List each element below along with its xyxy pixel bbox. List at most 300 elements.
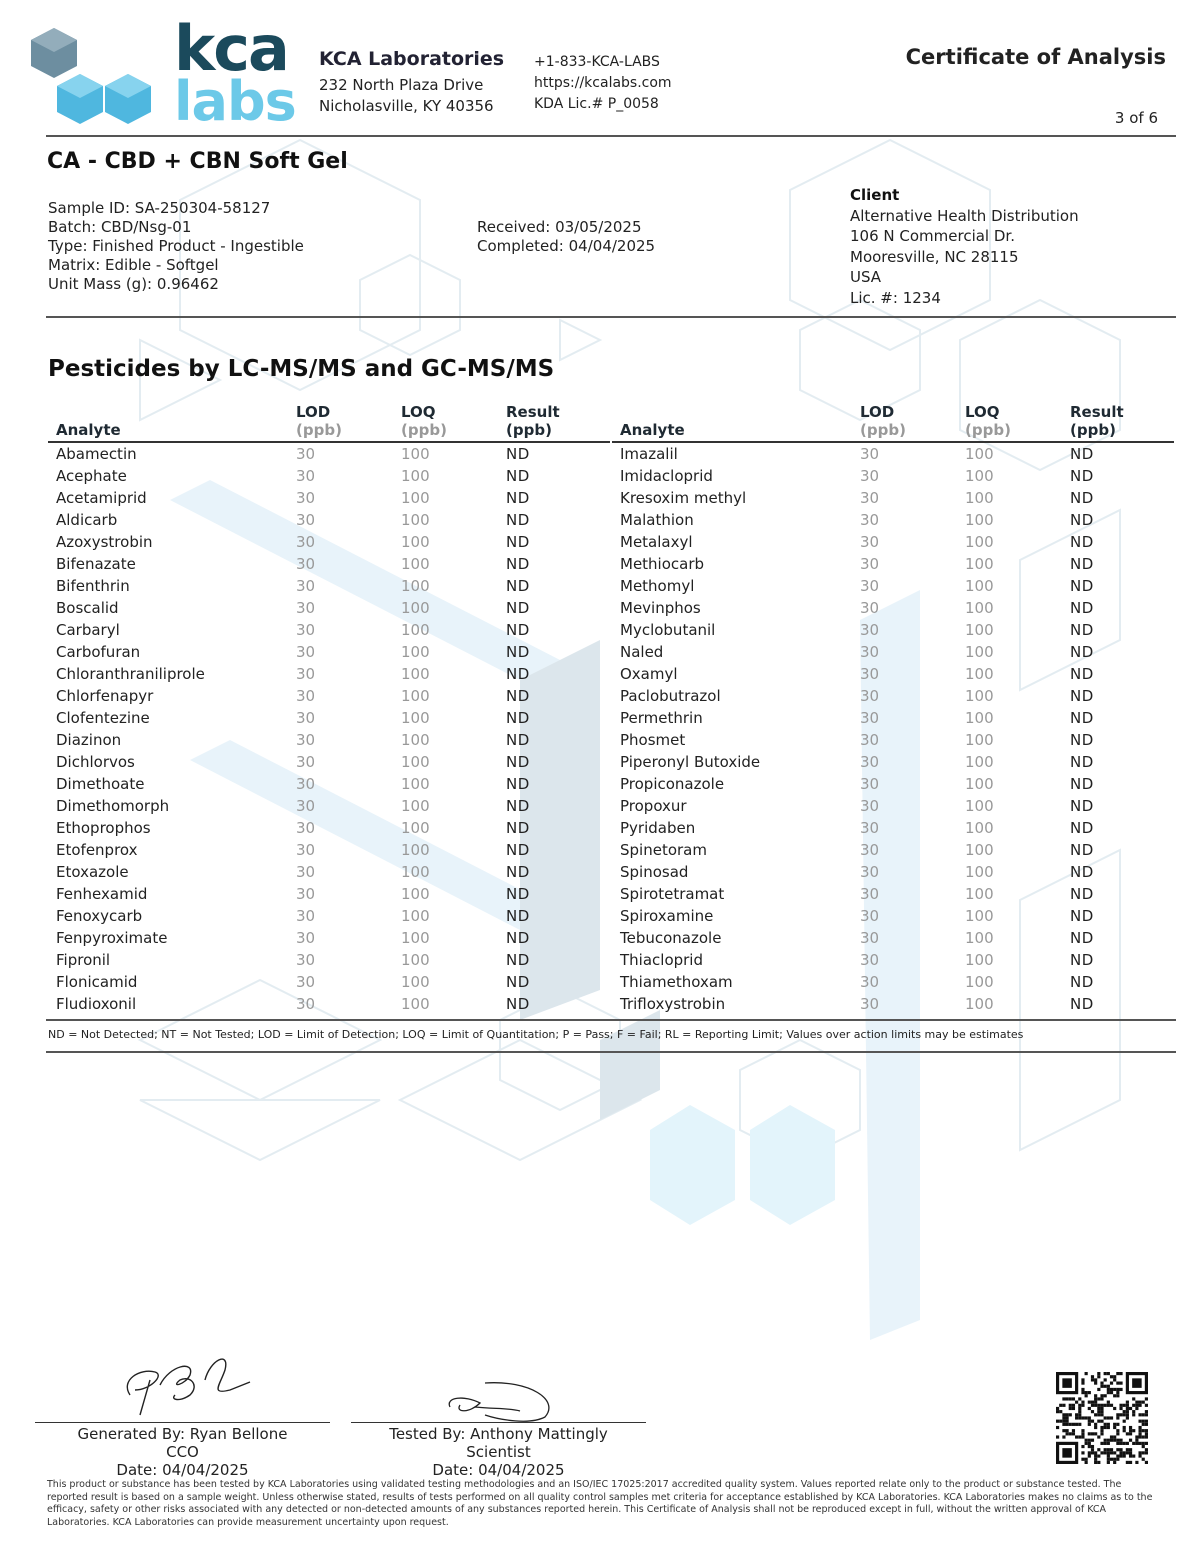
result-cell: ND	[506, 555, 530, 573]
analyte-cell: Imidacloprid	[620, 467, 713, 485]
table-row	[48, 553, 610, 575]
loq-cell: 100	[401, 863, 430, 881]
table-row	[48, 905, 610, 927]
lod-cell: 30	[860, 709, 880, 727]
lod-cell: 30	[296, 819, 316, 837]
lod-cell: 30	[860, 489, 880, 507]
client-info	[850, 185, 1079, 308]
sample-id: Sample ID: SA-250304-58127	[48, 199, 271, 217]
loq-cell: 100	[401, 797, 430, 815]
analyte-cell: Propiconazole	[620, 775, 725, 793]
analyte-cell: Ethoprophos	[56, 819, 151, 837]
loq-cell: 100	[401, 819, 430, 837]
lod-cell: 30	[860, 555, 880, 573]
analyte-cell: Fenoxycarb	[56, 907, 143, 925]
table-row	[48, 993, 610, 1015]
loq-cell: 100	[965, 665, 994, 683]
table-row	[48, 861, 610, 883]
table-row	[48, 442, 610, 465]
client-name: Alternative Health Distribution	[850, 206, 1079, 225]
analyte-cell: Azoxystrobin	[56, 533, 153, 551]
analyte-cell: Chloranthraniliprole	[56, 665, 205, 683]
loq-cell: 100	[401, 555, 430, 573]
analyte-cell: Spiroxamine	[620, 907, 714, 925]
table-row	[612, 817, 1174, 839]
table-row	[612, 531, 1174, 553]
table-row	[48, 707, 610, 729]
lod-cell: 30	[296, 467, 316, 485]
lod-cell: 30	[296, 665, 316, 683]
analyte-cell: Piperonyl Butoxide	[620, 753, 761, 771]
analyte-cell: Naled	[620, 643, 664, 661]
client-city: Mooresville, NC 28115	[850, 247, 1019, 266]
section-title: Pesticides by LC-MS/MS and GC-MS/MS	[48, 356, 555, 382]
header-analyte: Analyte	[48, 403, 288, 442]
generated-title: CCO	[166, 1443, 199, 1461]
result-cell: ND	[506, 643, 530, 661]
analyte-cell: Abamectin	[56, 445, 137, 463]
loq-cell: 100	[965, 467, 994, 485]
lod-cell: 30	[296, 929, 316, 947]
document-title: Certificate of Analysis	[905, 45, 1166, 69]
result-cell: ND	[506, 907, 530, 925]
result-cell: ND	[506, 709, 530, 727]
loq-cell: 100	[965, 599, 994, 617]
header-divider	[46, 135, 1176, 137]
loq-cell: 100	[401, 951, 430, 969]
loq-cell: 100	[401, 511, 430, 529]
analyte-cell: Spinosad	[620, 863, 689, 881]
loq-cell: 100	[965, 511, 994, 529]
analyte-cell: Methomyl	[620, 577, 695, 595]
analyte-cell: Carbaryl	[56, 621, 120, 639]
table-row	[48, 773, 610, 795]
lod-cell: 30	[860, 929, 880, 947]
product-type: Type: Finished Product - Ingestible	[48, 237, 304, 255]
result-cell: ND	[1070, 907, 1094, 925]
result-cell: ND	[1070, 863, 1094, 881]
lod-cell: 30	[296, 907, 316, 925]
client-street: 106 N Commercial Dr.	[850, 227, 1015, 245]
lod-cell: 30	[296, 533, 316, 551]
table-bottom-divider	[46, 1019, 1176, 1021]
tested-by-block	[351, 1425, 646, 1479]
loq-cell: 100	[965, 643, 994, 661]
analyte-cell: Fludioxonil	[56, 995, 137, 1013]
lod-cell: 30	[296, 709, 316, 727]
result-cell: ND	[1070, 819, 1094, 837]
table-row	[612, 663, 1174, 685]
lod-cell: 30	[860, 467, 880, 485]
loq-cell: 100	[965, 907, 994, 925]
lod-cell: 30	[860, 621, 880, 639]
result-cell: ND	[1070, 533, 1094, 551]
result-cell: ND	[1070, 665, 1094, 683]
table-row	[612, 971, 1174, 993]
header-loq-label: LOQ	[965, 403, 1000, 421]
header-lod-label: LOD	[296, 403, 331, 421]
lod-cell: 30	[296, 863, 316, 881]
loq-cell: 100	[401, 731, 430, 749]
analyte-cell: Thiamethoxam	[620, 973, 733, 991]
table-row	[48, 817, 610, 839]
header-lod-label: LOD	[860, 403, 895, 421]
result-cell: ND	[1070, 929, 1094, 947]
lod-cell: 30	[296, 511, 316, 529]
lod-cell: 30	[296, 489, 316, 507]
lod-cell: 30	[860, 577, 880, 595]
header-result	[498, 403, 610, 442]
result-cell: ND	[1070, 445, 1094, 463]
lod-cell: 30	[296, 775, 316, 793]
analyte-cell: Thiacloprid	[620, 951, 703, 969]
analyte-cell: Phosmet	[620, 731, 686, 749]
analyte-cell: Etofenprox	[56, 841, 138, 859]
result-cell: ND	[506, 687, 530, 705]
header-lod	[852, 403, 957, 442]
header-loq-unit: (ppb)	[965, 421, 1011, 439]
lod-cell: 30	[860, 445, 880, 463]
analyte-cell: Metalaxyl	[620, 533, 693, 551]
lod-cell: 30	[860, 819, 880, 837]
loq-cell: 100	[965, 709, 994, 727]
loq-cell: 100	[965, 863, 994, 881]
result-cell: ND	[506, 995, 530, 1013]
loq-cell: 100	[401, 907, 430, 925]
result-cell: ND	[506, 973, 530, 991]
result-cell: ND	[1070, 797, 1094, 815]
table-row	[612, 487, 1174, 509]
result-cell: ND	[1070, 973, 1094, 991]
table-row	[612, 553, 1174, 575]
result-cell: ND	[1070, 687, 1094, 705]
analyte-cell: Boscalid	[56, 599, 119, 617]
loq-cell: 100	[401, 973, 430, 991]
analyte-cell: Oxamyl	[620, 665, 678, 683]
qr-code-icon[interactable]	[1056, 1372, 1148, 1464]
table-row	[612, 861, 1174, 883]
result-cell: ND	[1070, 467, 1094, 485]
result-cell: ND	[1070, 643, 1094, 661]
loq-cell: 100	[965, 555, 994, 573]
loq-cell: 100	[965, 973, 994, 991]
lod-cell: 30	[296, 951, 316, 969]
lod-cell: 30	[860, 687, 880, 705]
info-divider	[46, 316, 1176, 318]
table-row	[612, 905, 1174, 927]
header-lod	[288, 403, 393, 442]
client-country: USA	[850, 268, 882, 286]
completed-date: Completed: 04/04/2025	[477, 237, 656, 255]
table-row	[612, 883, 1174, 905]
loq-cell: 100	[965, 995, 994, 1013]
lod-cell: 30	[860, 599, 880, 617]
loq-cell: 100	[965, 533, 994, 551]
lod-cell: 30	[860, 995, 880, 1013]
analyte-cell: Kresoxim methyl	[620, 489, 747, 507]
analyte-cell: Bifenazate	[56, 555, 136, 573]
table-row	[612, 795, 1174, 817]
lod-cell: 30	[296, 621, 316, 639]
result-cell: ND	[1070, 621, 1094, 639]
analyte-cell: Aldicarb	[56, 511, 118, 529]
result-cell: ND	[1070, 885, 1094, 903]
generated-by: Generated By: Ryan Bellone	[77, 1425, 288, 1443]
lod-cell: 30	[860, 775, 880, 793]
lab-address-line1: 232 North Plaza Drive	[319, 76, 484, 94]
lod-cell: 30	[296, 731, 316, 749]
tested-date: Date: 04/04/2025	[432, 1461, 565, 1479]
lod-cell: 30	[860, 951, 880, 969]
result-cell: ND	[506, 731, 530, 749]
result-cell: ND	[506, 511, 530, 529]
lod-cell: 30	[860, 753, 880, 771]
table-row	[48, 839, 610, 861]
loq-cell: 100	[401, 995, 430, 1013]
analyte-cell: Trifloxystrobin	[620, 995, 726, 1013]
header-result	[1062, 403, 1174, 442]
lod-cell: 30	[296, 797, 316, 815]
table-row	[48, 971, 610, 993]
lab-license: KDA Lic.# P_0058	[534, 96, 659, 112]
lod-cell: 30	[860, 973, 880, 991]
lod-cell: 30	[296, 753, 316, 771]
client-label: Client	[850, 186, 900, 204]
lab-name: KCA Laboratories	[319, 48, 505, 70]
lod-cell: 30	[296, 445, 316, 463]
table-row	[612, 641, 1174, 663]
tested-by: Tested By: Anthony Mattingly	[389, 1425, 608, 1443]
loq-cell: 100	[965, 797, 994, 815]
lod-cell: 30	[296, 995, 316, 1013]
table-row	[48, 487, 610, 509]
loq-cell: 100	[965, 577, 994, 595]
table-row	[612, 597, 1174, 619]
table-row	[48, 575, 610, 597]
loq-cell: 100	[965, 951, 994, 969]
header-result-unit: (ppb)	[1070, 421, 1116, 439]
loq-cell: 100	[965, 885, 994, 903]
note-divider	[46, 1051, 1176, 1053]
abbreviation-note: ND = Not Detected; NT = Not Tested; LOD = Limit of Detection; LOQ = Limit of Quantitation; P = Pass; F = Fail; RL = Reporting Limit; Values over action limits may be estimates	[48, 1028, 1024, 1041]
generated-by-block	[35, 1425, 330, 1479]
signature-line-generated	[35, 1422, 330, 1423]
result-cell: ND	[1070, 577, 1094, 595]
analyte-cell: Dimethoate	[56, 775, 145, 793]
lod-cell: 30	[860, 665, 880, 683]
analyte-cell: Diazinon	[56, 731, 122, 749]
result-cell: ND	[506, 885, 530, 903]
received-date: Received: 03/05/2025	[477, 218, 642, 236]
analyte-cell: Methiocarb	[620, 555, 705, 573]
signature-image	[440, 1375, 560, 1425]
analyte-cell: Imazalil	[620, 445, 678, 463]
lod-cell: 30	[860, 863, 880, 881]
analyte-cell: Spirotetramat	[620, 885, 725, 903]
table-row	[612, 949, 1174, 971]
dates	[477, 218, 655, 256]
table-row	[48, 509, 610, 531]
analyte-cell: Spinetoram	[620, 841, 707, 859]
table-row	[612, 685, 1174, 707]
lod-cell: 30	[860, 797, 880, 815]
logo-text-top: kca	[174, 12, 288, 85]
loq-cell: 100	[401, 753, 430, 771]
results-table-right	[612, 403, 1174, 1015]
table-row	[612, 751, 1174, 773]
loq-cell: 100	[965, 621, 994, 639]
result-cell: ND	[506, 621, 530, 639]
result-cell: ND	[506, 775, 530, 793]
sample-info	[48, 199, 304, 294]
lod-cell: 30	[296, 885, 316, 903]
cube-logo-icon	[30, 28, 155, 128]
tested-title: Scientist	[466, 1443, 531, 1461]
analyte-cell: Fenpyroximate	[56, 929, 168, 947]
table-header-row	[48, 403, 610, 442]
header-result-label: Result	[506, 403, 560, 421]
result-cell: ND	[1070, 599, 1094, 617]
analyte-cell: Permethrin	[620, 709, 703, 727]
loq-cell: 100	[965, 775, 994, 793]
header-loq-label: LOQ	[401, 403, 436, 421]
loq-cell: 100	[401, 841, 430, 859]
analyte-cell: Mevinphos	[620, 599, 701, 617]
matrix: Matrix: Edible - Softgel	[48, 256, 219, 274]
batch: Batch: CBD/Nsg-01	[48, 218, 192, 236]
logo-text-bottom: labs	[174, 70, 296, 133]
header-lod-unit: (ppb)	[860, 421, 906, 439]
table-row	[612, 993, 1174, 1015]
analyte-cell: Carbofuran	[56, 643, 141, 661]
result-cell: ND	[506, 841, 530, 859]
loq-cell: 100	[965, 819, 994, 837]
lod-cell: 30	[296, 643, 316, 661]
lod-cell: 30	[296, 841, 316, 859]
loq-cell: 100	[965, 445, 994, 463]
result-cell: ND	[506, 577, 530, 595]
result-cell: ND	[506, 929, 530, 947]
table-row	[48, 795, 610, 817]
lod-cell: 30	[860, 907, 880, 925]
result-cell: ND	[506, 819, 530, 837]
lod-cell: 30	[860, 533, 880, 551]
loq-cell: 100	[965, 841, 994, 859]
loq-cell: 100	[401, 467, 430, 485]
lod-cell: 30	[860, 841, 880, 859]
result-cell: ND	[1070, 511, 1094, 529]
table-row	[612, 729, 1174, 751]
results-table-left	[48, 403, 610, 1015]
table-row	[48, 751, 610, 773]
analyte-cell: Clofentezine	[56, 709, 150, 727]
legal-disclaimer: This product or substance has been tested by KCA Laboratories using validated testing methodologies and an ISO/IEC 17025:2017 accredited quality system. Values reported relate only to the product or substance tested. The reported result is based on a sample weight. Unless otherwise stated, results of tests performed on all quality control samples met criteria for acceptance established by KCA Laboratories. KCA Laboratories makes no claims as to the efficacy, safety or other risks associated with any detected or non-detected amounts of any substances reported herein. This Certificate of Analysis shall not be reproduced except in full, without the written approval of KCA Laboratories. KCA Laboratories can provide measurement uncertainty upon request.	[47, 1479, 1153, 1528]
table-row	[612, 619, 1174, 641]
table-row	[48, 927, 610, 949]
table-row	[48, 619, 610, 641]
header-result-unit: (ppb)	[506, 421, 552, 439]
header-lod-unit: (ppb)	[296, 421, 342, 439]
analyte-cell: Etoxazole	[56, 863, 129, 881]
result-cell: ND	[1070, 709, 1094, 727]
analyte-cell: Fenhexamid	[56, 885, 148, 903]
lod-cell: 30	[296, 687, 316, 705]
lab-website[interactable]: https://kcalabs.com	[534, 75, 672, 91]
loq-cell: 100	[401, 929, 430, 947]
loq-cell: 100	[401, 665, 430, 683]
header-loq	[957, 403, 1062, 442]
loq-cell: 100	[401, 687, 430, 705]
table-row	[612, 575, 1174, 597]
analyte-cell: Bifenthrin	[56, 577, 130, 595]
analyte-cell: Tebuconazole	[620, 929, 722, 947]
result-cell: ND	[506, 489, 530, 507]
table-row	[48, 949, 610, 971]
analyte-cell: Acetamiprid	[56, 489, 147, 507]
result-cell: ND	[1070, 731, 1094, 749]
analyte-cell: Paclobutrazol	[620, 687, 721, 705]
table-row	[612, 707, 1174, 729]
header-loq-unit: (ppb)	[401, 421, 447, 439]
result-cell: ND	[1070, 841, 1094, 859]
table-row	[612, 465, 1174, 487]
analyte-cell: Dichlorvos	[56, 753, 135, 771]
result-cell: ND	[506, 445, 530, 463]
header-result-label: Result	[1070, 403, 1124, 421]
loq-cell: 100	[401, 643, 430, 661]
table-row	[48, 729, 610, 751]
lod-cell: 30	[296, 577, 316, 595]
table-row	[48, 465, 610, 487]
analyte-cell: Myclobutanil	[620, 621, 716, 639]
result-cell: ND	[506, 467, 530, 485]
loq-cell: 100	[965, 687, 994, 705]
table-row	[48, 641, 610, 663]
header-loq	[393, 403, 498, 442]
lod-cell: 30	[296, 555, 316, 573]
table-row	[612, 839, 1174, 861]
lod-cell: 30	[296, 973, 316, 991]
result-cell: ND	[1070, 995, 1094, 1013]
lod-cell: 30	[860, 885, 880, 903]
client-license: Lic. #: 1234	[850, 288, 941, 307]
analyte-cell: Pyridaben	[620, 819, 696, 837]
result-cell: ND	[506, 753, 530, 771]
table-row	[612, 509, 1174, 531]
table-row	[48, 685, 610, 707]
table-row	[612, 927, 1174, 949]
lod-cell: 30	[860, 511, 880, 529]
analyte-cell: Fipronil	[56, 951, 111, 969]
result-cell: ND	[1070, 775, 1094, 793]
result-cell: ND	[1070, 489, 1094, 507]
unit-mass: Unit Mass (g): 0.96462	[48, 275, 219, 293]
loq-cell: 100	[401, 775, 430, 793]
analyte-cell: Propoxur	[620, 797, 687, 815]
loq-cell: 100	[965, 731, 994, 749]
result-cell: ND	[506, 665, 530, 683]
analyte-cell: Chlorfenapyr	[56, 687, 154, 705]
result-cell: ND	[506, 533, 530, 551]
loq-cell: 100	[401, 709, 430, 727]
table-row	[612, 773, 1174, 795]
loq-cell: 100	[401, 445, 430, 463]
lab-address-line2: Nicholasville, KY 40356	[319, 97, 494, 115]
lod-cell: 30	[296, 599, 316, 617]
table-row	[48, 531, 610, 553]
product-name: CA - CBD + CBN Soft Gel	[47, 149, 348, 174]
loq-cell: 100	[401, 533, 430, 551]
